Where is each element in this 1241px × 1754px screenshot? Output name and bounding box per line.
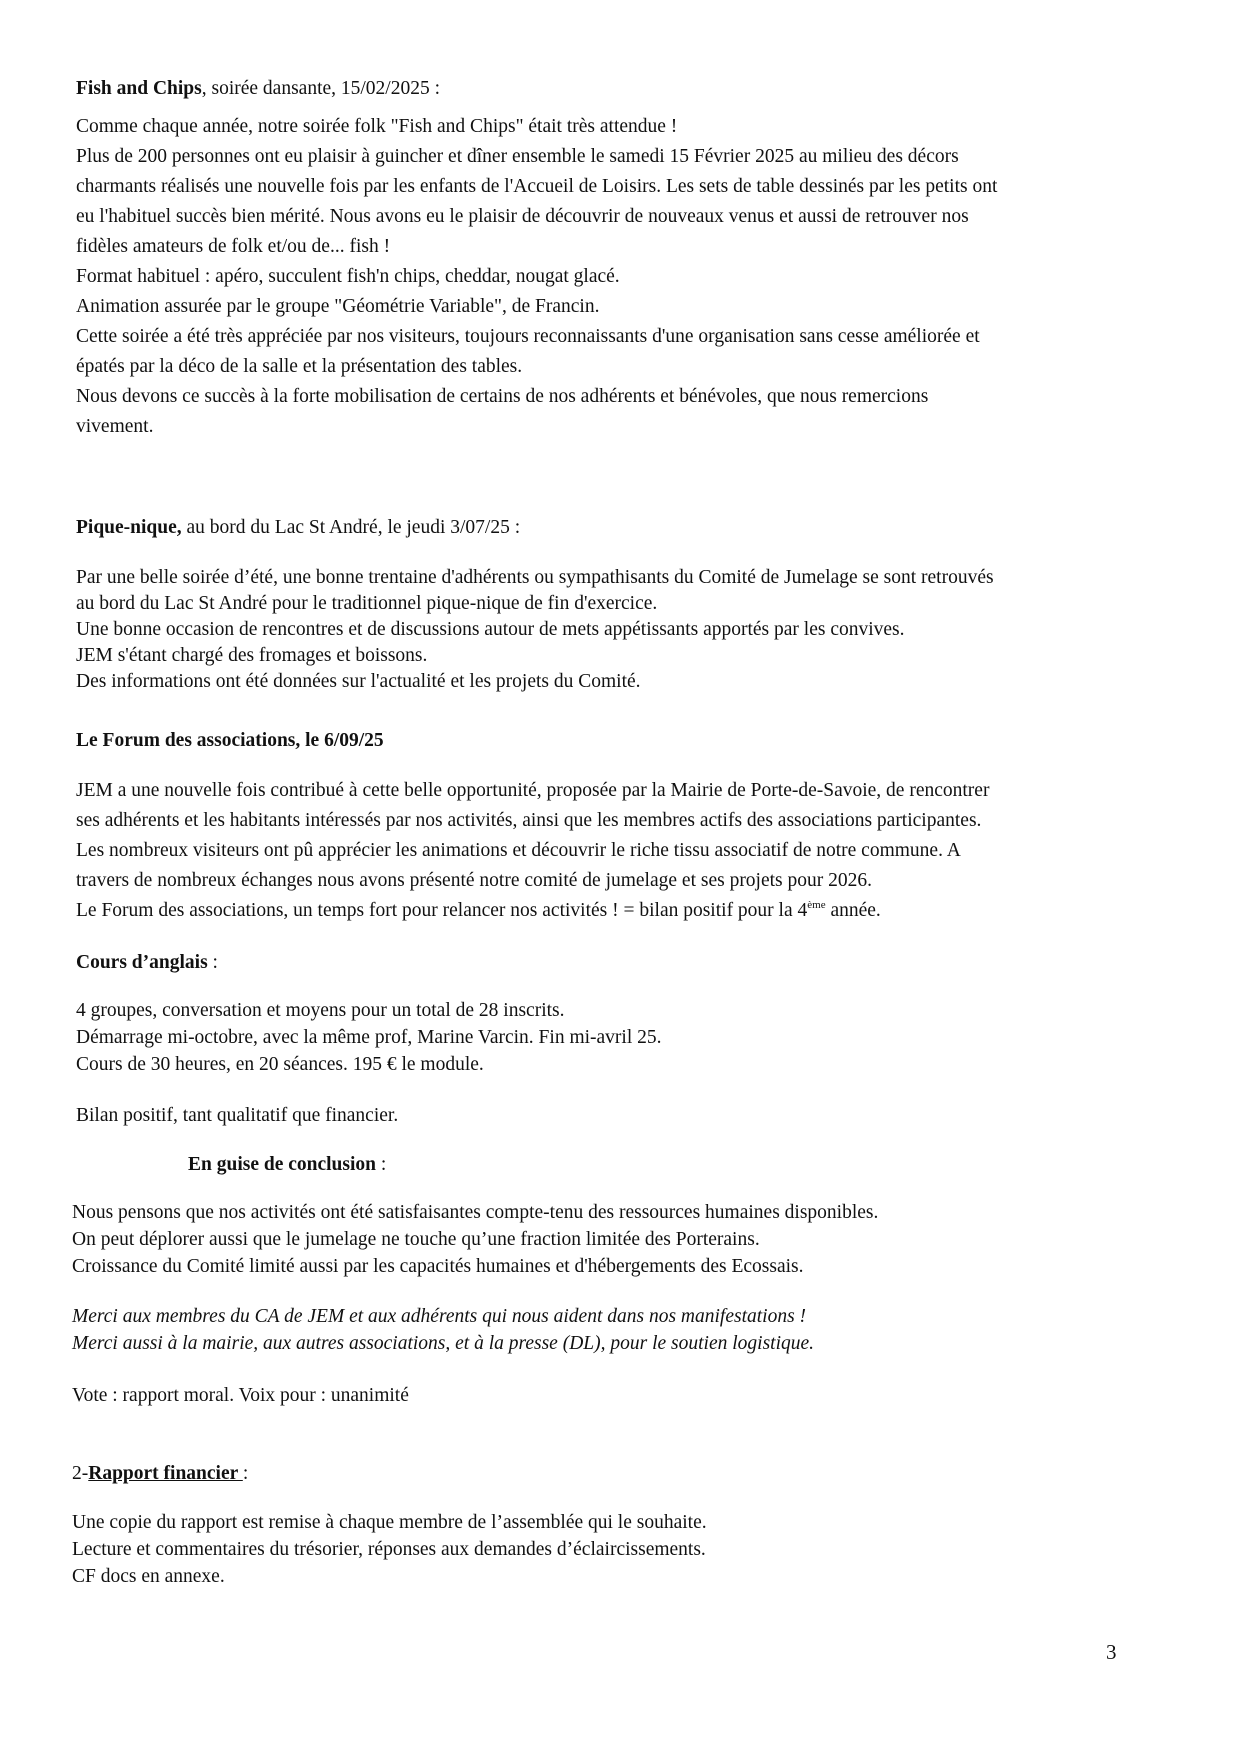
- paragraph-line: Cours de 30 heures, en 20 séances. 195 € le module.: [76, 1054, 484, 1075]
- paragraph-line: Cette soirée a été très appréciée par nos visiteurs, toujours reconnaissants d'une organisation sans cesse améliorée et: [76, 326, 980, 347]
- picnic-heading: [76, 513, 1176, 543]
- paragraph-line: Par une belle soirée d’été, une bonne trentaine d'adhérents ou sympathisants du Comité de Jumelage se sont retrouvés: [76, 567, 994, 588]
- financial-prefix: 2-: [72, 1463, 89, 1484]
- financial-suffix: :: [242, 1463, 249, 1484]
- paragraph-line: Croissance du Comité limité aussi par les capacités humaines et d'hébergements des Ecossais.: [72, 1256, 804, 1277]
- picnic-subtitle: au bord du Lac St André, le jeudi 3/07/25 :: [181, 517, 521, 538]
- picnic-title: Pique-nique,: [76, 517, 182, 538]
- paragraph-line: charmants réalisés une nouvelle fois par les enfants de l'Accueil de Loisirs. Les sets de table dessinés par les petits ont: [76, 176, 998, 197]
- paragraph-line: Des informations ont été données sur l'actualité et les projets du Comité.: [76, 671, 641, 692]
- conclusion-title-suffix: :: [376, 1154, 387, 1175]
- vote-line: Vote : rapport moral. Voix pour : unanimité: [72, 1385, 409, 1406]
- english-title: Cours d’anglais: [76, 952, 208, 973]
- conclusion-body: [72, 1199, 1172, 1280]
- paragraph-line: travers de nombreux échanges nous avons présenté notre comité de jumelage et ses projets pour 2026.: [76, 870, 873, 891]
- paragraph-line: eu l'habituel succès bien mérité. Nous avons eu le plaisir de découvrir de nouveaux venus et aussi de retrouver nos: [76, 206, 969, 227]
- paragraph-line: Nous devons ce succès à la forte mobilisation de certains de nos adhérents et bénévoles, que nous remercions: [76, 386, 929, 407]
- thanks-line: Merci aux membres du CA de JEM et aux adhérents qui nous aident dans nos manifestations !: [72, 1306, 807, 1327]
- paragraph-line: Démarrage mi-octobre, avec la même prof, Marine Varcin. Fin mi-avril 25.: [76, 1027, 662, 1048]
- thanks-line: Merci aussi à la mairie, aux autres associations, et à la presse (DL), pour le soutien logistique.: [72, 1333, 815, 1354]
- paragraph-line: Animation assurée par le groupe "Géométrie Variable", de Francin.: [76, 296, 600, 317]
- forum-body: [76, 776, 1176, 926]
- paragraph-line: Comme chaque année, notre soirée folk "Fish and Chips" était très attendue !: [76, 116, 678, 137]
- english-title-suffix: :: [207, 952, 218, 973]
- conclusion-heading: [188, 1150, 1241, 1180]
- paragraph-line: Format habituel : apéro, succulent fish'n chips, cheddar, nougat glacé.: [76, 266, 620, 287]
- financial-title: Rapport financier: [88, 1463, 243, 1484]
- paragraph-line: épatés par la déco de la salle et la présentation des tables.: [76, 356, 523, 377]
- financial-heading: [72, 1459, 1172, 1489]
- english-body: [76, 997, 1176, 1078]
- paragraph-line: CF docs en annexe.: [72, 1566, 225, 1587]
- english-heading: [76, 948, 1176, 978]
- english-bilan: Bilan positif, tant qualitatif que financier.: [76, 1105, 399, 1126]
- ordinal-superscript: ème: [807, 899, 826, 911]
- paragraph-line: fidèles amateurs de folk et/ou de... fish !: [76, 236, 391, 257]
- forum-title: Le Forum des associations, le 6/09/25: [76, 730, 384, 751]
- paragraph-line: 4 groupes, conversation et moyens pour un total de 28 inscrits.: [76, 1000, 565, 1021]
- paragraph-line: Les nombreux visiteurs ont pû apprécier les animations et découvrir le riche tissu associatif de notre commune. A: [76, 840, 961, 861]
- fish-subtitle: , soirée dansante, 15/02/2025 :: [201, 78, 441, 99]
- paragraph-line: On peut déplorer aussi que le jumelage ne touche qu’une fraction limitée des Porterains.: [72, 1229, 760, 1250]
- paragraph-line: Lecture et commentaires du trésorier, réponses aux demandes d’éclaircissements.: [72, 1539, 706, 1560]
- picnic-body: [76, 565, 1176, 695]
- paragraph-line: au bord du Lac St André pour le traditionnel pique-nique de fin d'exercice.: [76, 593, 658, 614]
- paragraph-line: [76, 896, 1176, 926]
- page-number: 3: [1106, 1640, 1117, 1664]
- paragraph-line: Une copie du rapport est remise à chaque membre de l’assemblée qui le souhaite.: [72, 1512, 707, 1533]
- fish-heading: [76, 74, 1176, 104]
- thanks-block: [72, 1303, 1172, 1357]
- paragraph-line: JEM s'étant chargé des fromages et boissons.: [76, 645, 428, 666]
- paragraph-line: JEM a une nouvelle fois contribué à cette belle opportunité, proposée par la Mairie de Porte-de-Savoie, de rencontrer: [76, 780, 990, 801]
- financial-body: [72, 1509, 1172, 1590]
- forum-last-line-start: Le Forum des associations, un temps fort pour relancer nos activités ! = bilan positif pour la 4: [76, 900, 808, 921]
- fish-body: [76, 112, 1176, 442]
- paragraph-line: Une bonne occasion de rencontres et de discussions autour de mets appétissants apportés par les convives.: [76, 619, 905, 640]
- paragraph-line: Nous pensons que nos activités ont été satisfaisantes compte-tenu des ressources humaines disponibles.: [72, 1202, 879, 1223]
- forum-last-line-end: année.: [825, 900, 881, 921]
- paragraph-line: ses adhérents et les habitants intéressés par nos activités, ainsi que les membres actifs des associations participantes.: [76, 810, 982, 831]
- paragraph-line: vivement.: [76, 416, 154, 437]
- paragraph-line: Plus de 200 personnes ont eu plaisir à guincher et dîner ensemble le samedi 15 Février 2025 au milieu des décors: [76, 146, 959, 167]
- fish-title: Fish and Chips: [76, 78, 202, 99]
- conclusion-title: En guise de conclusion: [188, 1154, 377, 1175]
